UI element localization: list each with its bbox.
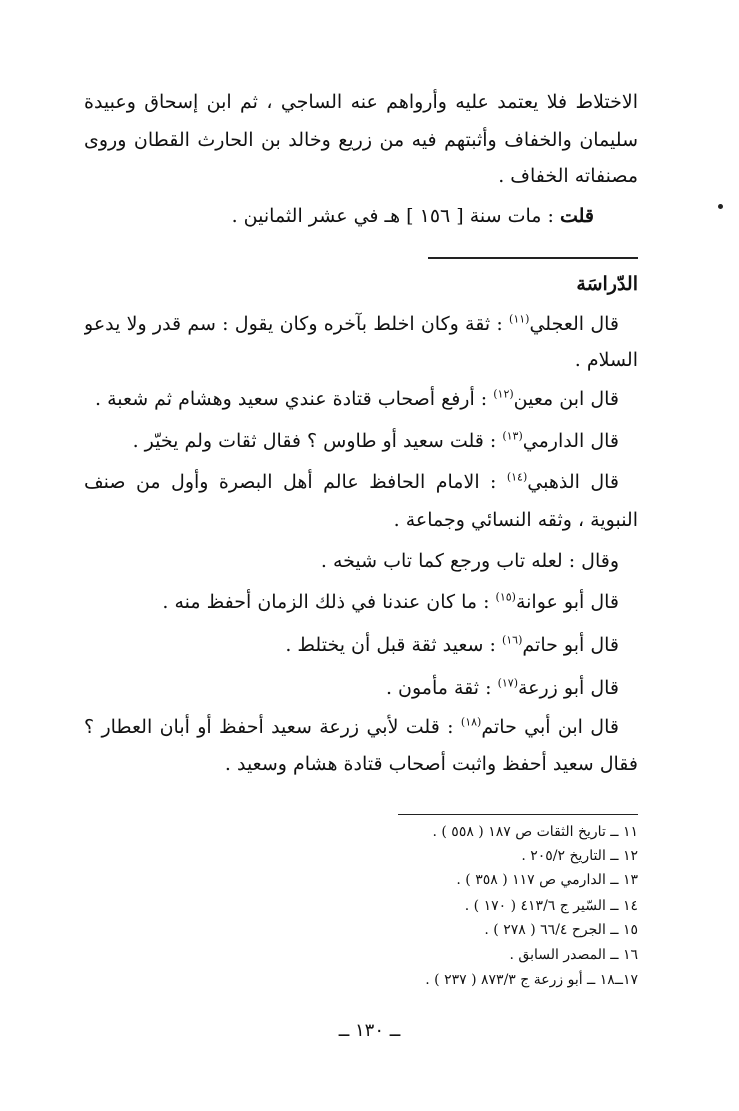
footnote-item: ١٢ ــ التاريخ ٢٠٥/٢ .: [521, 848, 638, 864]
intro-line-2: سليمان والخفاف وأثبتهم فيه من زريع وخالد بن الحارث القطان وروى: [84, 129, 638, 151]
footnote-item: ١٥ ــ الجرح ٦٦/٤ ( ٢٧٨ ) .: [484, 922, 638, 938]
footnote-ref: (١٤): [506, 470, 528, 484]
footnote-item: ١٣ ــ الدارمي ص ١١٧ ( ٣٥٨ ) .: [456, 872, 638, 888]
footnote-item: ١٦ ــ المصدر السابق .: [509, 947, 638, 963]
quote-abu-hatim: قال أبو حاتم$^{(١٦)}$ : سعيد ثقة قبل أن يختلط .: [285, 633, 619, 656]
footnote-ref: (١٢): [493, 387, 514, 401]
quote-ibn-maeen: قال ابن معين$^{(١٢)}$ : أرفع أصحاب قتادة عندي سعيد وهشام ثم شعبة .: [95, 387, 619, 410]
qult-label: قلت: [559, 205, 594, 227]
footnote-item: ١٤ ــ السّير ج ٤١٣/٦ ( ١٧٠ ) .: [464, 898, 638, 914]
section-title: الدّراسَة: [576, 273, 638, 295]
footnote-ref: (١١): [509, 312, 530, 326]
quote-dhahabi-line-2: النبوية ، وثقه النسائي وجماعة .: [393, 509, 638, 531]
footnote-ref: (١٥): [495, 590, 516, 604]
quote-ijli-line-1: قال العجلي$^{(١١)}$ : ثقة وكان اخلط بآخره وكان يقول : سم قدر ولا يدعو: [84, 312, 619, 335]
qult-text: : مات سنة [ ١٥٦ ] هـ في عشر الثمانين .: [231, 205, 554, 227]
footnote-ref: (١٨): [460, 715, 482, 729]
section-divider: [428, 257, 638, 259]
intro-line-3: مصنفاته الخفاف .: [498, 165, 638, 187]
quote-abu-awana: قال أبو عوانة$^{(١٥)}$ : ما كان عندنا في ذلك الزمان أحفظ منه .: [162, 590, 619, 613]
page-number: ــ ١٣٠ ــ: [338, 1020, 401, 1041]
quote-ibn-abi-hatim-line-1: قال ابن أبي حاتم$^{(١٨)}$ : قلت لأبي زرعة سعيد أحفظ أو أبان العطار ؟: [84, 715, 619, 738]
footnote-divider: [398, 814, 638, 815]
quote-dhahabi-line-1: قال الذهبي$^{(١٤)}$ : الامام الحافظ عالم أهل البصرة وأول من صنف: [84, 470, 619, 493]
quote-darimi: قال الدارمي$^{(١٣)}$ : قلت سعيد أو طاوس ؟ فقال ثقات ولم يخيّر .: [132, 429, 619, 452]
footnote-ref: (١٧): [497, 676, 518, 690]
footnote-ref: (١٣): [502, 429, 523, 443]
quote-ijli-line-2: السلام .: [574, 349, 638, 371]
qult-line: [232, 202, 594, 230]
footnote-item: ١٧ــ١٨ ــ أبو زرعة ج ٨٧٣/٣ ( ٢٣٧ ) .: [425, 972, 638, 988]
quote-abu-zura: قال أبو زرعة$^{(١٧)}$ : ثقة مأمون .: [385, 676, 619, 699]
footnote-item: ١١ ــ تاريخ الثقات ص ١٨٧ ( ٥٥٨ ) .: [432, 824, 638, 840]
quote-ibn-abi-hatim-line-2: فقال سعيد أحفظ واثبت أصحاب قتادة هشام وسعيد .: [224, 753, 638, 775]
footnote-ref: (١٦): [501, 633, 523, 647]
intro-line-1: الاختلاط فلا يعتمد عليه وأرواهم عنه الساجي ، ثم ابن إسحاق وعبيدة: [84, 91, 638, 113]
quote-wa-qal: وقال : لعله تاب ورجع كما تاب شيخه .: [320, 550, 619, 572]
margin-dot: [718, 204, 723, 209]
